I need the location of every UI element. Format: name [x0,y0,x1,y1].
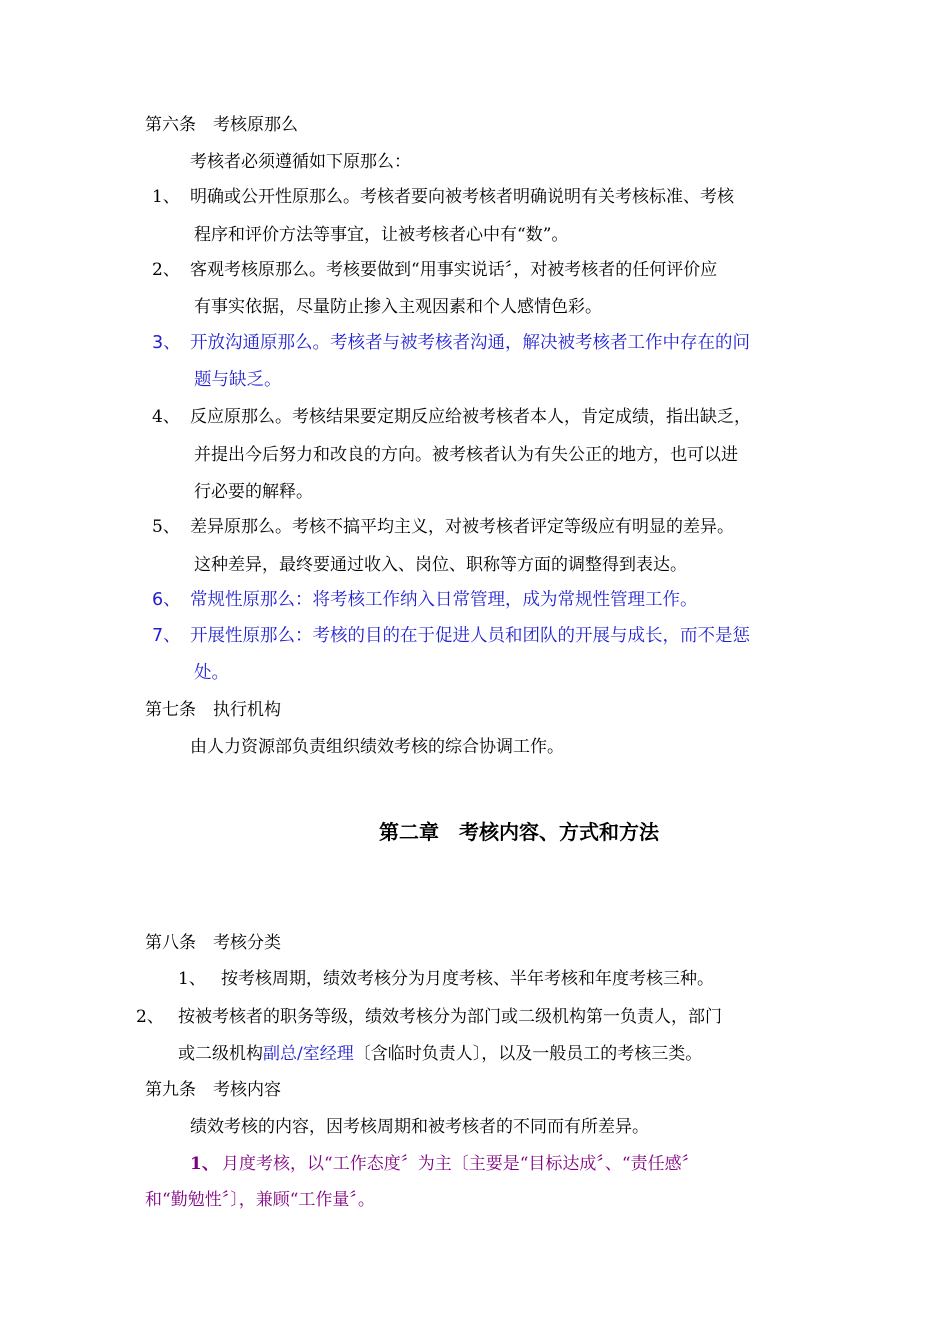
list-item-text: 处。 [194,663,229,683]
list-item-text: 常规性原那么：将考核工作纳入日常管理，成为常规性管理工作。 [190,590,698,610]
list-item-text: 并提出今后努力和改良的方向。被考核者认为有失公正的地方，也可以进 [194,445,738,465]
article6-intro: 考核者必须遵循如下原那么： [190,152,411,172]
highlighted-term: 副总/室经理 [263,1044,354,1064]
list-item-text: 开展性原那么：考核的目的在于促进人员和团队的开展与成长，而不是惩 [190,626,750,646]
article7-body: 由人力资源部负责组织绩效考核的综合协调工作。 [190,737,564,757]
list-item-number: 6、 [152,590,181,610]
text-segment: 〔含临时负责人〕，以及一般员工的考核三类。 [353,1044,703,1064]
list-item-text: 题与缺乏。 [194,370,282,390]
list-item-text: 这种差异，最终要通过收入、岗位、职称等方面的调整得到表达。 [194,555,687,575]
list-item-number: 2、 [152,260,180,280]
list-item-text: 和“勤勉性〞〕，兼顾“工作量〞。 [145,1190,375,1210]
list-item-text: 行必要的解释。 [194,482,313,502]
list-item-number: 4、 [152,407,180,427]
list-item-number: 5、 [152,517,180,537]
article8-heading: 第八条 考核分类 [145,933,281,953]
list-item-number: 1、 [152,187,180,207]
list-item-text: 明确或公开性原那么。考核者要向被考核者明确说明有关考核标准、考核 [190,187,734,207]
list-item-text: 客观考核原那么。考核要做到“用事实说话〞，对被考核者的任何评价应 [190,260,718,280]
list-item-text: 按考核周期，绩效考核分为月度考核、半年考核和年度考核三种。 [221,969,714,989]
text-segment: 或二级机构 [178,1044,263,1064]
article9-heading: 第九条 考核内容 [145,1080,281,1100]
article9-intro: 绩效考核的内容，因考核周期和被考核者的不同而有所差异。 [190,1117,649,1137]
list-item-number: 3、 [152,333,181,353]
list-item-number: 7、 [152,626,181,646]
list-item-text: 按被考核者的职务等级，绩效考核分为部门或二级机构第一负责人，部门 [178,1007,722,1027]
list-item-text: 程序和评价方法等事宜，让被考核者心中有“数”。 [194,225,569,245]
list-item-text: 开放沟通原那么。考核者与被考核者沟通，解决被考核者工作中存在的问 [190,333,750,353]
list-item-number: 2、 [136,1007,164,1027]
list-item-number: 1、 [178,969,206,989]
list-item-text: 有事实依据，尽量防止掺入主观因素和个人感情色彩。 [194,297,602,317]
article7-heading: 第七条 执行机构 [145,700,281,720]
list-item-text: 差异原那么。考核不搞平均主义，对被考核者评定等级应有明显的差异。 [190,517,734,537]
chapter-title: 第二章 考核内容、方式和方法 [379,820,659,844]
article6-heading: 第六条 考核原那么 [145,115,298,135]
list-item-text: 反应原那么。考核结果要定期反应给被考核者本人，肯定成绩，指出缺乏， [190,407,751,427]
list-item-number: 1、 [190,1154,219,1174]
list-item-text [178,1042,702,1066]
list-item-text: 月度考核，以“工作态度〞为主〔主要是“目标达成〞、“责任感〞 [222,1154,699,1174]
